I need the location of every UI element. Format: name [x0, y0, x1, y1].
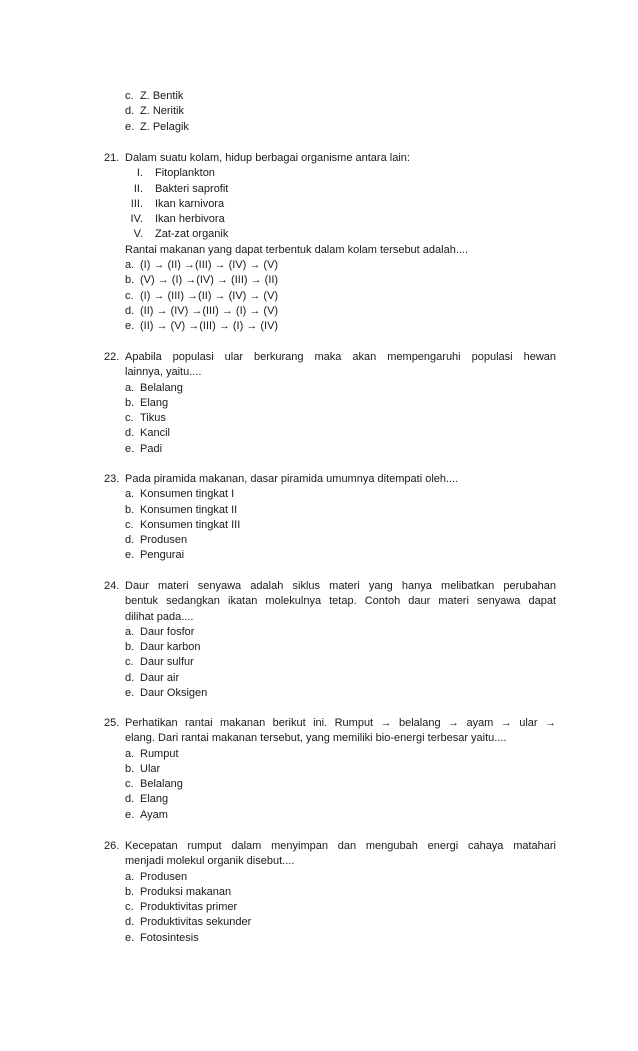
- previous-question-options: [125, 89, 555, 135]
- question-number: 25.: [104, 717, 120, 729]
- list-item: V. Zat-zat organik: [133, 228, 229, 241]
- option-item: c. Produktivitas primer: [125, 901, 238, 914]
- option-item: c. Belalang: [125, 778, 183, 791]
- organism-list: [125, 166, 556, 242]
- option-item: e. Ayam: [125, 808, 168, 821]
- question-number: 24.: [104, 580, 120, 592]
- question-number: 26.: [104, 840, 120, 852]
- question-text: Dalam suatu kolam, hidup berbagai organisme antara lain:: [125, 152, 410, 164]
- question-21: [104, 151, 556, 335]
- option-item: e. Daur Oksigen: [125, 687, 208, 700]
- option-item: b. (V) → (I) →(IV) → (III) → (II): [125, 274, 279, 287]
- question-26: [104, 839, 556, 946]
- option-item: c. (I) → (III) →(II) → (IV) → (V): [125, 289, 279, 302]
- option-item: b. Daur karbon: [125, 641, 201, 654]
- option-item: b. Ular: [125, 762, 161, 775]
- option-item: a. Belalang: [125, 381, 183, 394]
- list-item: IV. Ikan herbivora: [130, 213, 225, 226]
- option-item: a. (I) → (II) →(III) → (IV) → (V): [125, 259, 279, 272]
- question-text: Kecepatan rumput dalam menyimpan dan mengubah energi cahaya matahari menjadi molekul organik disebut....: [125, 840, 556, 868]
- question-text: Apabila populasi ular berkurang maka akan mempengaruhi populasi hewan lainnya, yaitu....: [125, 351, 556, 379]
- option-item: b. Konsumen tingkat II: [125, 503, 238, 516]
- option-item: a. Produsen: [125, 870, 188, 883]
- option-item: c. Konsumen tingkat III: [125, 518, 241, 531]
- option-item: d. Daur air: [125, 671, 180, 684]
- question-number: 23.: [104, 473, 120, 485]
- option-item: d. (II) → (IV) →(III) → (I) → (V): [125, 304, 279, 317]
- option-item: a. Konsumen tingkat I: [125, 488, 235, 501]
- question-text: Perhatikan rantai makanan berikut ini. Rumput → belalang → ayam → ular → elang. Dari rantai makanan tersebut, yang memiliki bio-energi terbesar yaitu....: [125, 717, 556, 745]
- question-24: [104, 579, 556, 701]
- option-item: e. (II) → (V) →(III) → (I) → (IV): [125, 320, 279, 333]
- question-text: Pada piramida makanan, dasar piramida umumnya ditempati oleh....: [125, 473, 459, 485]
- list-item: I. Fitoplankton: [136, 167, 215, 180]
- question-prompt: Rantai makanan yang dapat terbentuk dalam kolam tersebut adalah....: [125, 243, 469, 256]
- option-item: a. Rumput: [125, 747, 179, 760]
- question-number: 22.: [104, 351, 120, 363]
- option-item: d. Produsen: [125, 534, 188, 547]
- option-item: c. Z. Bentik: [125, 90, 184, 102]
- question-25: [104, 716, 556, 823]
- option-item: e. Z. Pelagik: [125, 120, 189, 133]
- option-item: b. Produksi makanan: [125, 885, 232, 898]
- question-22: [104, 350, 556, 457]
- question-number: 21.: [104, 152, 120, 164]
- option-item: c. Tikus: [125, 412, 166, 425]
- list-item: III. Ikan karnivora: [130, 197, 225, 210]
- question-text: Daur materi senyawa adalah siklus materi yang hanya melibatkan perubahan bentuk sedangkan ikatan molekulnya tetap. Contoh daur materi senyawa dapat dilihat pada....: [125, 580, 556, 623]
- option-item: e. Fotosintesis: [125, 931, 199, 944]
- option-item: e. Padi: [125, 442, 163, 455]
- list-item: II. Bakteri saprofit: [133, 182, 229, 195]
- option-item: d. Elang: [125, 793, 169, 806]
- option-item: c. Daur sulfur: [125, 656, 194, 669]
- option-item: e. Pengurai: [125, 549, 185, 562]
- option-item: d. Produktivitas sekunder: [125, 916, 252, 929]
- option-item: d. Kancil: [125, 427, 170, 440]
- option-item: d. Z. Neritik: [125, 105, 184, 118]
- option-item: a. Daur fosfor: [125, 625, 195, 638]
- question-23: [104, 472, 556, 564]
- option-item: b. Elang: [125, 396, 169, 409]
